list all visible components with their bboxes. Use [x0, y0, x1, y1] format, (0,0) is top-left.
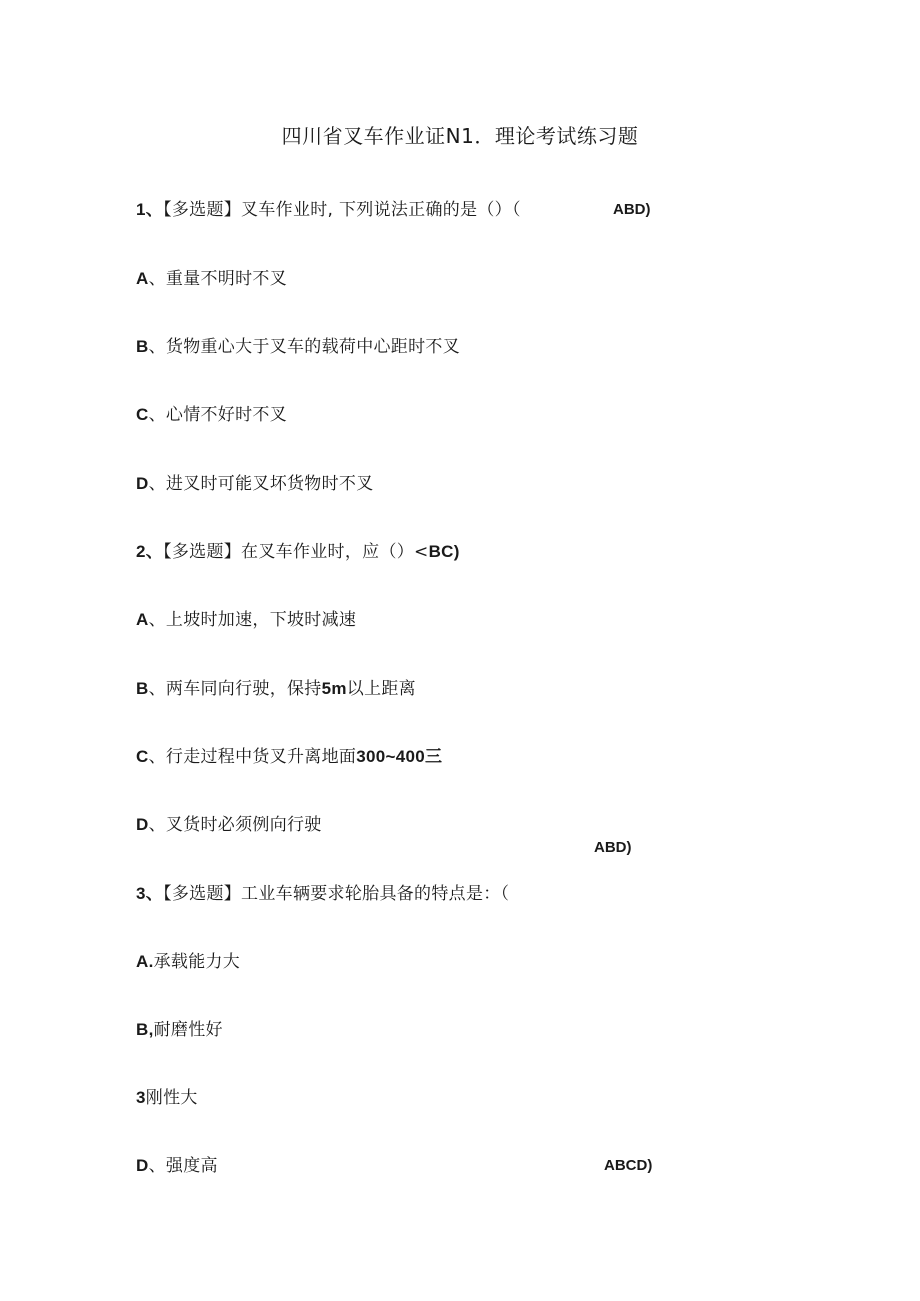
question-text: 【多选题】工业车辆要求轮胎具备的特点是：（	[163, 884, 510, 904]
option-text: 重量不明时不叉	[165, 269, 287, 289]
question-1-option-c	[136, 404, 287, 426]
document-title: 四川省叉车作业证N1．理论考试练习题	[281, 124, 639, 148]
option-separator: 、	[148, 679, 166, 699]
option-separator: 、	[148, 474, 166, 494]
question-3-option-d	[136, 1155, 218, 1177]
option-separator: 、	[148, 747, 166, 767]
option-text-bold: 300~400三	[356, 747, 443, 766]
option-label: B	[136, 337, 149, 356]
option-text: 行走过程中货叉升离地面	[165, 747, 357, 767]
option-text: 上坡时加速，下坡时减速	[165, 610, 357, 630]
option-label: C	[136, 405, 149, 424]
question-3-option-a	[136, 951, 240, 973]
option-separator: 、	[148, 337, 166, 357]
question-text: 【多选题】在叉车作业时，应（）<	[163, 542, 429, 562]
option-text: 叉货时必须例向行驶	[165, 815, 322, 835]
next-question-answer: ABCD)	[604, 1157, 653, 1174]
option-separator: 、	[148, 815, 166, 835]
option-label: A.	[136, 952, 154, 971]
option-separator: 、	[148, 610, 166, 630]
option-text: 承载能力大	[153, 952, 241, 972]
question-3-answer: ABD)	[594, 839, 632, 856]
option-label: B	[136, 679, 149, 698]
option-label: D	[136, 1156, 149, 1175]
option-separator: 、	[148, 269, 166, 289]
option-label: 3	[136, 1088, 146, 1107]
question-2-option-c	[136, 746, 442, 768]
option-text: 心情不好时不叉	[165, 405, 287, 425]
option-label: C	[136, 747, 149, 766]
option-text: 进叉时可能叉坏货物时不叉	[165, 474, 374, 494]
option-text: 货物重心大于叉车的载荷中心距时不叉	[165, 337, 460, 357]
question-1-option-a	[136, 268, 287, 290]
option-text: 耐磨性好	[153, 1020, 223, 1040]
question-number: 1、	[136, 200, 164, 219]
option-label: A	[136, 610, 149, 629]
question-3-stem	[136, 883, 509, 905]
option-text: 强度高	[165, 1156, 218, 1176]
question-3-option-c	[136, 1087, 198, 1109]
question-text: 【多选题】叉车作业时, 下列说法正确的是（）（	[163, 200, 521, 220]
question-2-answer: BC)	[428, 542, 460, 561]
option-label: A	[136, 269, 149, 288]
option-label: D	[136, 474, 149, 493]
question-number: 2、	[136, 542, 164, 561]
question-number: 3、	[136, 884, 164, 903]
question-1-option-d	[136, 473, 374, 495]
option-label: B,	[136, 1020, 154, 1039]
question-1-stem	[136, 199, 521, 221]
question-1-option-b	[136, 336, 460, 358]
option-separator: 、	[148, 1156, 166, 1176]
option-text-bold: 5m	[321, 679, 347, 698]
option-text: 以上距离	[346, 679, 416, 699]
question-2-stem	[136, 541, 460, 563]
question-2-option-b	[136, 678, 416, 700]
option-separator: 、	[148, 405, 166, 425]
question-3-option-b	[136, 1019, 223, 1041]
option-text: 刚性大	[145, 1088, 198, 1108]
question-2-option-a	[136, 609, 356, 631]
question-1-answer: ABD)	[613, 201, 651, 218]
question-2-option-d	[136, 814, 322, 836]
option-text: 两车同向行驶，保持	[165, 679, 322, 699]
option-label: D	[136, 815, 149, 834]
